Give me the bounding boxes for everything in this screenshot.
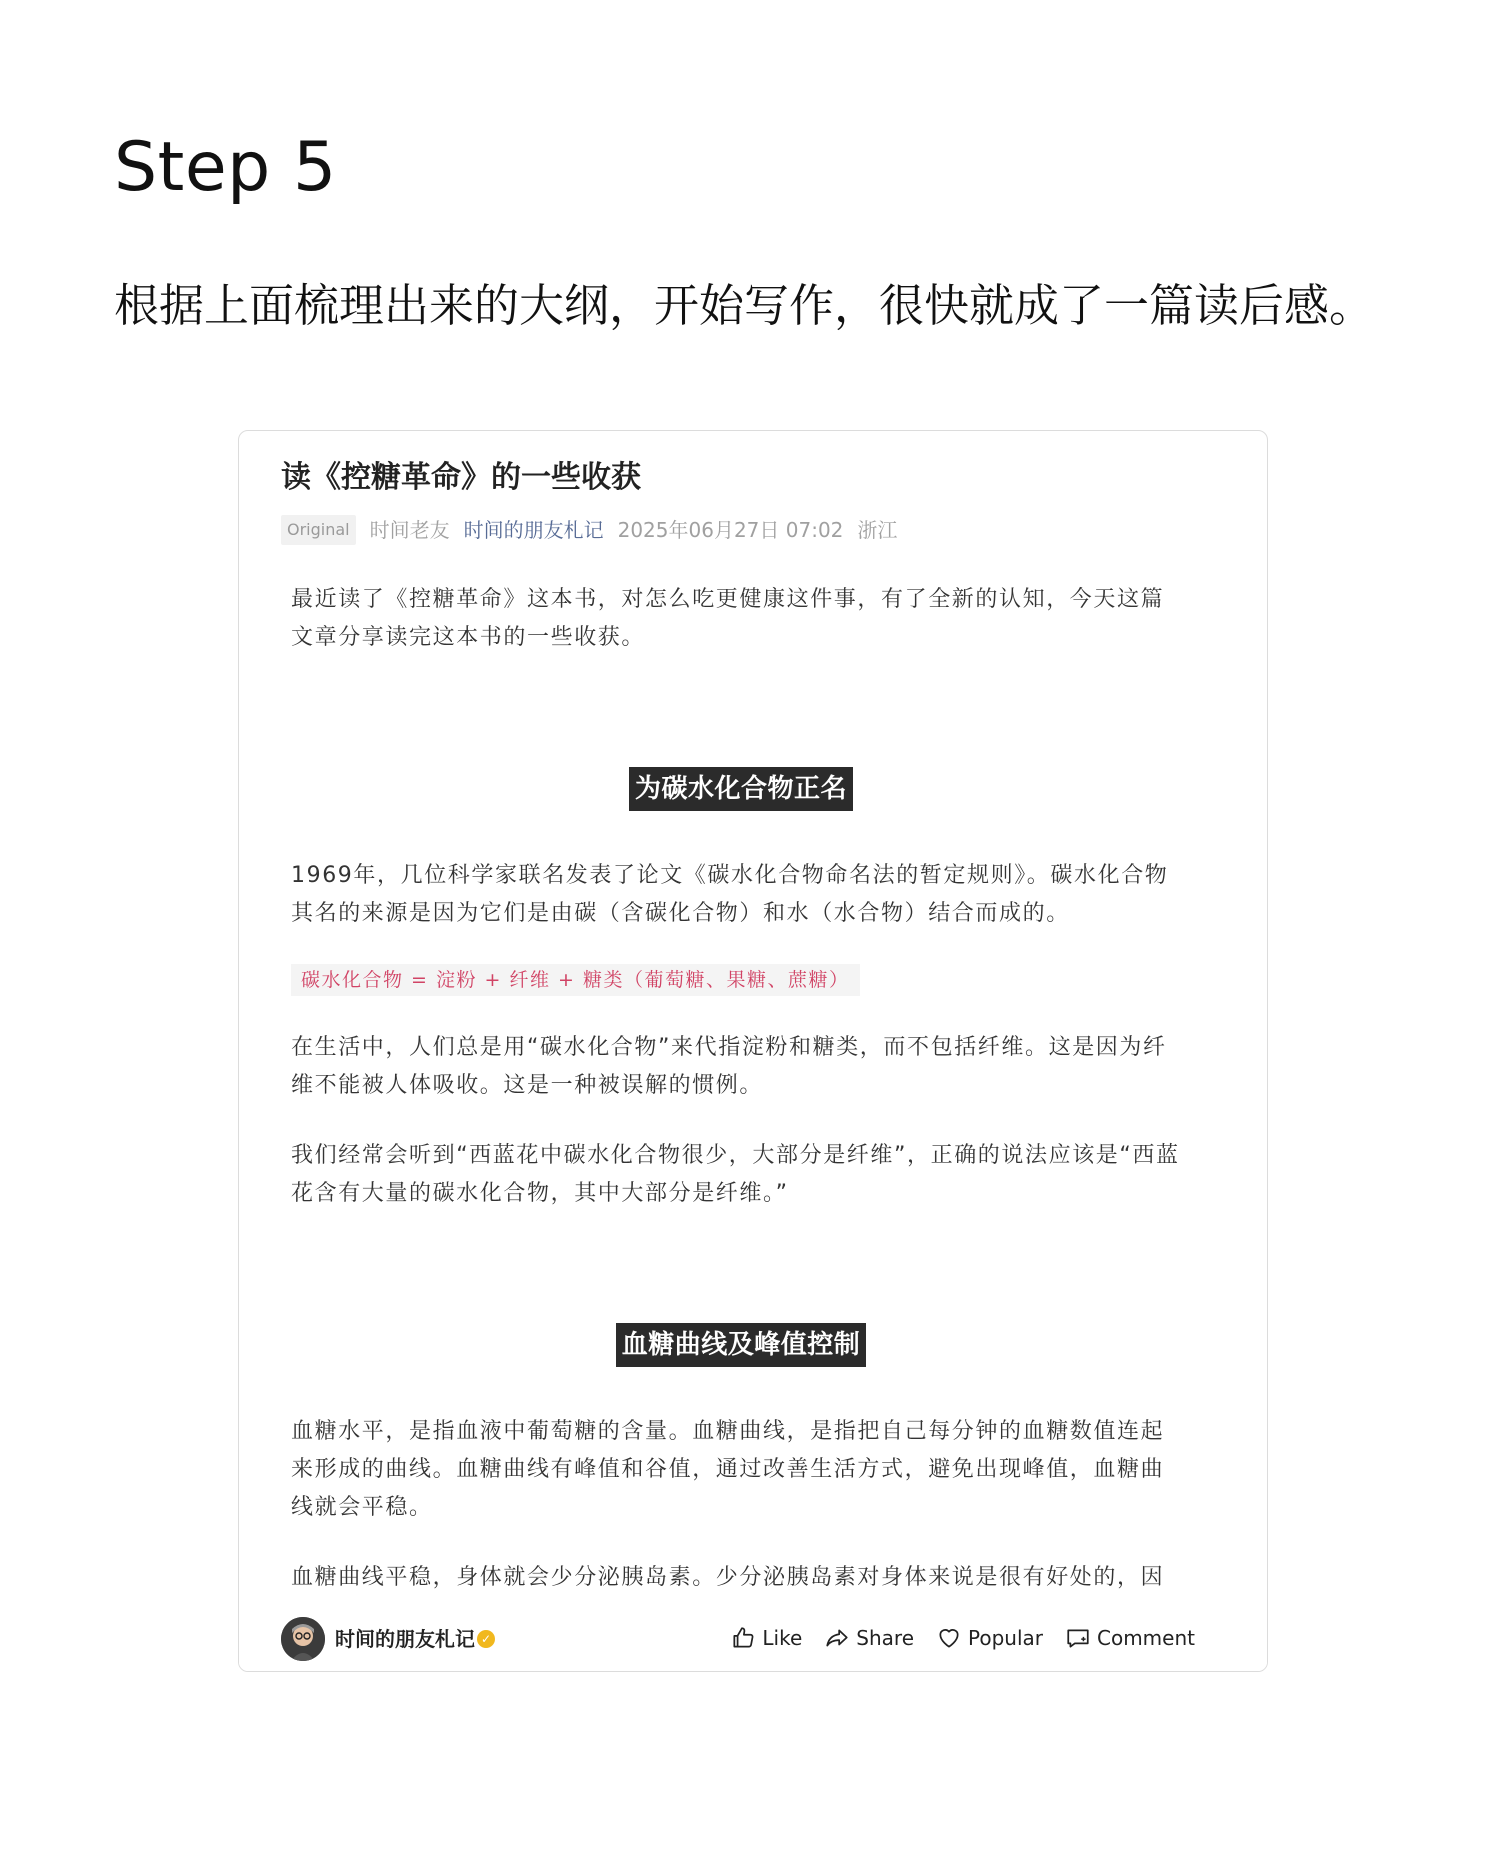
account-link[interactable]: 时间的朋友札记 [463,518,604,542]
share-button[interactable] [824,1623,914,1653]
article-body [291,581,1191,1597]
section-heading: 为碳水化合物正名 [629,767,853,811]
formula-wrap [291,961,1191,999]
author-name: 时间老友 [369,518,450,542]
text-line: 血糖水平，是指血液中葡萄糖的含量。血糖曲线，是指把自己每分钟的血糖数值连起 [291,1419,1165,1444]
text-line: 维不能被人体吸收。这是一种被误解的惯例。 [291,1073,764,1098]
share-icon [824,1625,850,1651]
article-card [238,430,1268,1672]
text-line: 线就会平稳。 [291,1495,433,1520]
intro-paragraph [291,581,1191,657]
text-line: 我们经常会听到“西蓝花中碳水化合物很少，大部分是纤维”，正确的说法应该是“西蓝 [291,1143,1180,1168]
step-description: 根据上面梳理出来的大纲，开始写作，很快就成了一篇读后感。 [114,279,1375,332]
paragraph [291,1029,1191,1105]
text-line: 最近读了《控糖革命》这本书，对怎么吃更健康这件事，有了全新的认知，今天这篇 [291,587,1165,612]
text-line: 在生活中，人们总是用“碳水化合物”来代指淀粉和糖类，而不包括纤维。这是因为纤 [291,1035,1167,1060]
publish-date: 2025年06月27日 07:02 [617,518,844,542]
heart-icon [936,1625,962,1651]
text-line: 文章分享读完这本书的一些收获。 [291,625,646,650]
verified-icon: ✓ [477,1630,495,1648]
step-title: Step 5 [114,128,337,207]
popular-label: Popular [968,1626,1043,1650]
original-badge: Original [281,515,356,545]
paragraph [291,1413,1191,1527]
like-button[interactable] [730,1623,802,1653]
comment-button[interactable] [1065,1623,1195,1653]
article-meta [281,515,897,545]
article-title: 读《控糖革命》的一些收获 [281,460,641,495]
paragraph [291,1137,1191,1213]
text-line: 来形成的曲线。血糖曲线有峰值和谷值，通过改善生活方式，避免出现峰值，血糖曲 [291,1457,1165,1482]
section-heading: 血糖曲线及峰值控制 [616,1323,867,1367]
paragraph [291,1559,1191,1597]
text-line: 花含有大量的碳水化合物，其中大部分是纤维。” [291,1181,789,1206]
text-line: 1969年，几位科学家联名发表了论文《碳水化合物命名法的暂定规则》。碳水化合物 [291,863,1169,888]
like-label: Like [762,1626,803,1650]
share-label: Share [856,1626,914,1650]
account-name[interactable]: 时间的朋友札记 [335,1627,475,1651]
action-group [730,1623,1195,1653]
text-line: 血糖曲线平稳，身体就会少分泌胰岛素。少分泌胰岛素对身体来说是很有好处的，因 [291,1565,1165,1590]
popular-button[interactable] [936,1623,1043,1653]
comment-icon [1065,1625,1091,1651]
content-fade [239,1593,1267,1609]
thumbs-up-icon [730,1625,756,1651]
comment-label: Comment [1097,1626,1195,1650]
avatar[interactable] [281,1617,325,1661]
bottom-action-bar [239,1609,1267,1671]
formula-code: 碳水化合物 = 淀粉 + 纤维 + 糖类（葡萄糖、果糖、蔗糖） [291,964,860,996]
location: 浙江 [857,518,898,542]
text-line: 其名的来源是因为它们是由碳（含碳化合物）和水（水合物）结合而成的。 [291,901,1070,926]
section-heading-wrap [291,1323,1191,1367]
section-heading-wrap [291,767,1191,811]
avatar-image [281,1617,325,1661]
paragraph [291,857,1191,933]
